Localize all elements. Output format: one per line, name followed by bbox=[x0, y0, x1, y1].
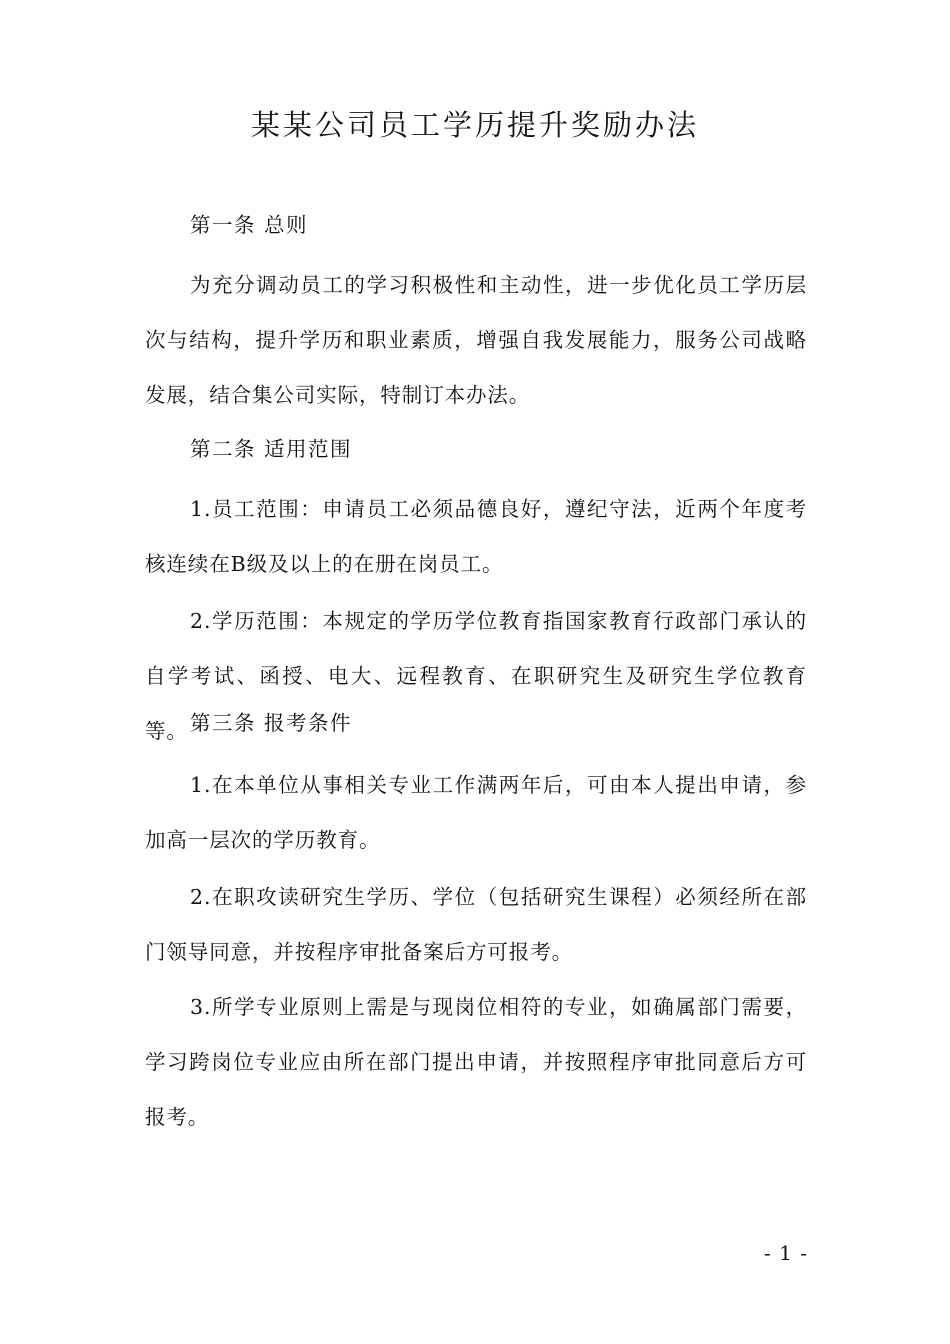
section-3-paragraph-3: 3.所学专业原则上需是与现岗位相符的专业，如确属部门需要，学习跨岗位专业应由所在部门提出申请，并按照程序审批同意后方可报考。 bbox=[145, 995, 807, 1129]
section-2-heading: 第二条 适用范围 bbox=[190, 437, 353, 461]
page-number: - 1 - bbox=[764, 1241, 808, 1265]
section-3-paragraph-2: 2.在职攻读研究生学历、学位（包括研究生课程）必须经所在部门领导同意，并按程序审批备案后方可报考。 bbox=[145, 885, 807, 964]
section-2-paragraph-1: 1.员工范围：申请员工必须品德良好，遵纪守法，近两个年度考核连续在B级及以上的在册在岗员工。 bbox=[145, 497, 807, 576]
section-2-paragraph-2: 2.学历范围：本规定的学历学位教育指国家教育行政部门承认的自学考试、函授、电大、远程教育、在职研究生及研究生学位教育等。 bbox=[145, 609, 807, 743]
section-3-paragraph-1: 1.在本单位从事相关专业工作满两年后，可由本人提出申请，参加高一层次的学历教育。 bbox=[145, 773, 807, 852]
section-1-heading: 第一条 总则 bbox=[190, 213, 309, 237]
section-1-paragraph-1: 为充分调动员工的学习积极性和主动性，进一步优化员工学历层次与结构，提升学历和职业素质，增强自我发展能力，服务公司战略发展，结合集公司实际，特制订本办法。 bbox=[145, 273, 807, 407]
section-3-heading: 第三条 报考条件 bbox=[190, 711, 353, 735]
document-title: 某某公司员工学历提升奖励办法 bbox=[250, 108, 699, 142]
